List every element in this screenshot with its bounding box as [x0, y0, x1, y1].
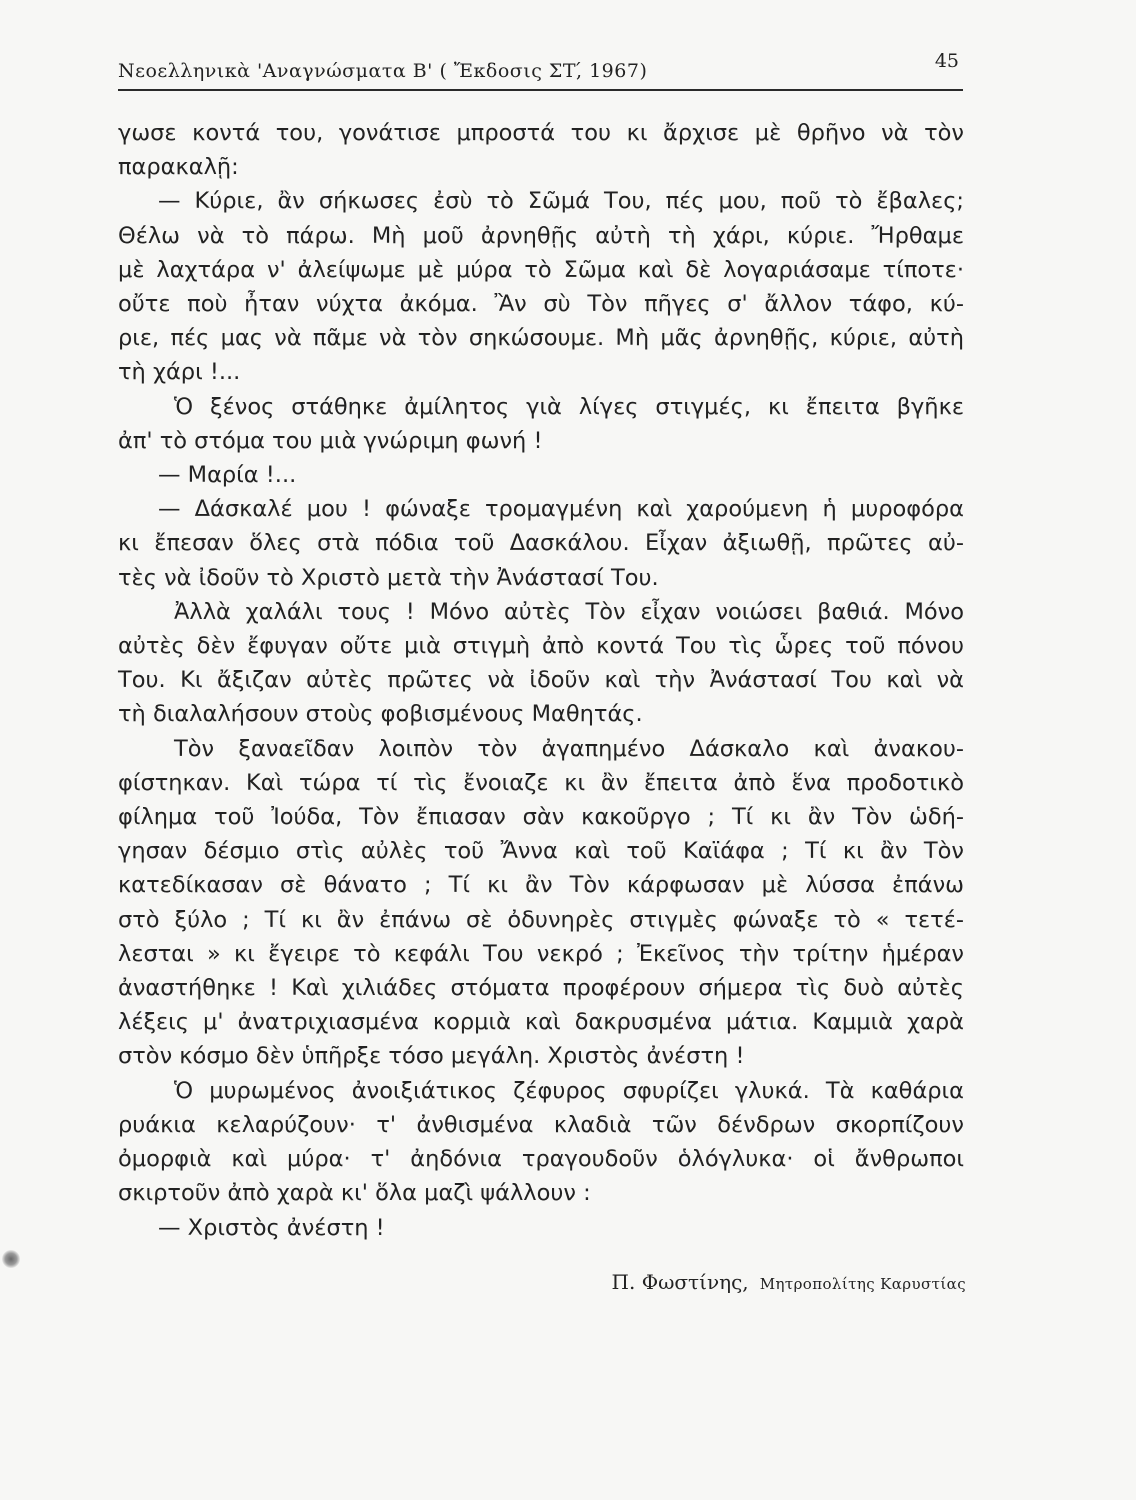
text-line: Θέλω νὰ τὸ πάρω. Μὴ μοῦ ἀρνηθῇς αὐτὴ τὴ χάρι, κύριε. Ἤρθαμε [118, 222, 964, 249]
text-line: ἀπ' τὸ στόμα του μιὰ γνώριμη φωνή ! [118, 427, 543, 454]
text-line: λέξεις μ' ἀνατριχιασμένα κορμιὰ καὶ δακρυσμένα μάτια. Καμμιὰ χαρὰ [118, 1009, 964, 1036]
text-line: τὲς νὰ ἰδοῦν τὸ Χριστὸ μετὰ τὴν Ἀνάστασί Του. [118, 564, 659, 591]
text-line: — Δάσκαλέ μου ! φώναξε τρομαγμένη καὶ χαρούμενη ἡ μυροφόρα [158, 496, 964, 523]
text-line: Ὁ μυρωμένος ἀνοιξιάτικος ζέφυρος σφυρίζει γλυκά. Τὰ καθάρια [174, 1077, 964, 1104]
text-line: σκιρτοῦν ἀπὸ χαρὰ κι' ὅλα μαζὶ ψάλλουν : [118, 1180, 591, 1207]
text-line: μὲ λαχτάρα ν' ἀλείψωμε μὲ μύρα τὸ Σῶμα καὶ δὲ λογαριάσαμε τίποτε· [118, 256, 964, 283]
ink-speck [2, 1250, 20, 1268]
running-header [118, 48, 963, 88]
text-line: — Μαρία !... [158, 462, 297, 489]
text-line: Ὁ ξένος στάθηκε ἀμίλητος γιὰ λίγες στιγμές, κι ἔπειτα βγῆκε [174, 393, 964, 420]
text-line: Του. Κι ἄξιζαν αὐτὲς πρῶτες νὰ ἰδοῦν καὶ τὴν Ἀνάστασί Του καὶ νὰ [118, 667, 964, 694]
text-line: γησαν δέσμιο στὶς αὐλὲς τοῦ Ἄννα καὶ τοῦ Καϊάφα ; Τί κι ἂν Τὸν [118, 838, 964, 865]
article-body [118, 116, 964, 1245]
text-line: ρυάκια κελαρύζουν· τ' ἀνθισμένα κλαδιὰ τῶν δένδρων σκορπίζουν [118, 1111, 964, 1138]
text-line: φίστηκαν. Καὶ τώρα τί τὶς ἔνοιαζε κι ἂν ἔπειτα ἀπὸ ἕνα προδοτικὸ [118, 769, 964, 796]
header-rule [118, 89, 963, 91]
header-title: Νεοελληνικὰ 'Αναγνώσματα Β' ( Ἔκδοσις ΣΤ,́ 1967) [118, 60, 648, 82]
author-name: Π. Φωστίνης, [611, 1270, 749, 1294]
text-line: — Κύριε, ἂν σήκωσες ἐσὺ τὸ Σῶμά Του, πές μου, ποῦ τὸ ἔβαλες; [158, 188, 964, 215]
text-line: Τὸν ξαναεῖδαν λοιπὸν τὸν ἀγαπημένο Δάσκαλο καὶ ἀνακου- [174, 735, 964, 762]
author-signature [612, 1270, 966, 1294]
author-title: Μητροπολίτης Καρυστίας [759, 1275, 966, 1293]
text-line: ὀμορφιὰ καὶ μύρα· τ' ἀηδόνια τραγουδοῦν ὁλόγλυκα· οἱ ἄνθρωποι [118, 1146, 964, 1173]
text-line: ριε, πές μας νὰ πᾶμε νὰ τὸν σηκώσουμε. Μὴ μᾶς ἀρνηθῇς, κύριε, αὐτὴ [118, 325, 964, 352]
page-number: 45 [934, 50, 959, 72]
text-line: Ἀλλὰ χαλάλι τους ! Μόνο αὐτὲς Τὸν εἶχαν νοιώσει βαθιά. Μόνο [174, 598, 964, 625]
text-line: γωσε κοντά του, γονάτισε μπροστά του κι ἄρχισε μὲ θρῆνο νὰ τὸν [118, 120, 964, 146]
text-line: στὸ ξύλο ; Τί κι ἂν ἐπάνω σὲ ὀδυνηρὲς στιγμὲς φώναξε τὸ « τετέ- [118, 906, 964, 933]
text-line: κι ἔπεσαν ὅλες στὰ πόδια τοῦ Δασκάλου. Εἶχαν ἀξιωθῇ, πρῶτες αὐ- [118, 530, 964, 557]
text-line: φίλημα τοῦ Ἰούδα, Τὸν ἔπιασαν σὰν κακοῦργο ; Τί κι ἂν Τὸν ὡδή- [118, 804, 964, 831]
text-line: τὴ διαλαλήσουν στοὺς φοβισμένους Μαθητάς. [118, 701, 643, 728]
text-line: παρακαλῇ: [118, 154, 239, 181]
text-line: κατεδίκασαν σὲ θάνατο ; Τί κι ἂν Τὸν κάρφωσαν μὲ λύσσα ἐπάνω [118, 872, 964, 899]
text-line: αὐτὲς δὲν ἔφυγαν οὔτε μιὰ στιγμὴ ἀπὸ κοντά Του τὶς ὧρες τοῦ πόνου [118, 633, 964, 660]
text-line: — Χριστὸς ἀνέστη ! [158, 1214, 385, 1241]
text-line: τὴ χάρι !... [118, 359, 241, 386]
text-line: οὔτε ποὺ ἦταν νύχτα ἀκόμα. Ἂν σὺ Τὸν πῆγες σ' ἄλλον τάφο, κύ- [118, 291, 964, 318]
text-line: ἀναστήθηκε ! Καὶ χιλιάδες στόματα προφέρουν σήμερα τὶς δυὸ αὐτὲς [118, 975, 964, 1002]
text-line: στὸν κόσμο δὲν ὑπῆρξε τόσο μεγάλη. Χριστὸς ἀνέστη ! [118, 1043, 745, 1070]
text-line: λεσται » κι ἔγειρε τὸ κεφάλι Του νεκρό ; Ἐκεῖνος τὴν τρίτην ἡμέραν [118, 940, 964, 967]
